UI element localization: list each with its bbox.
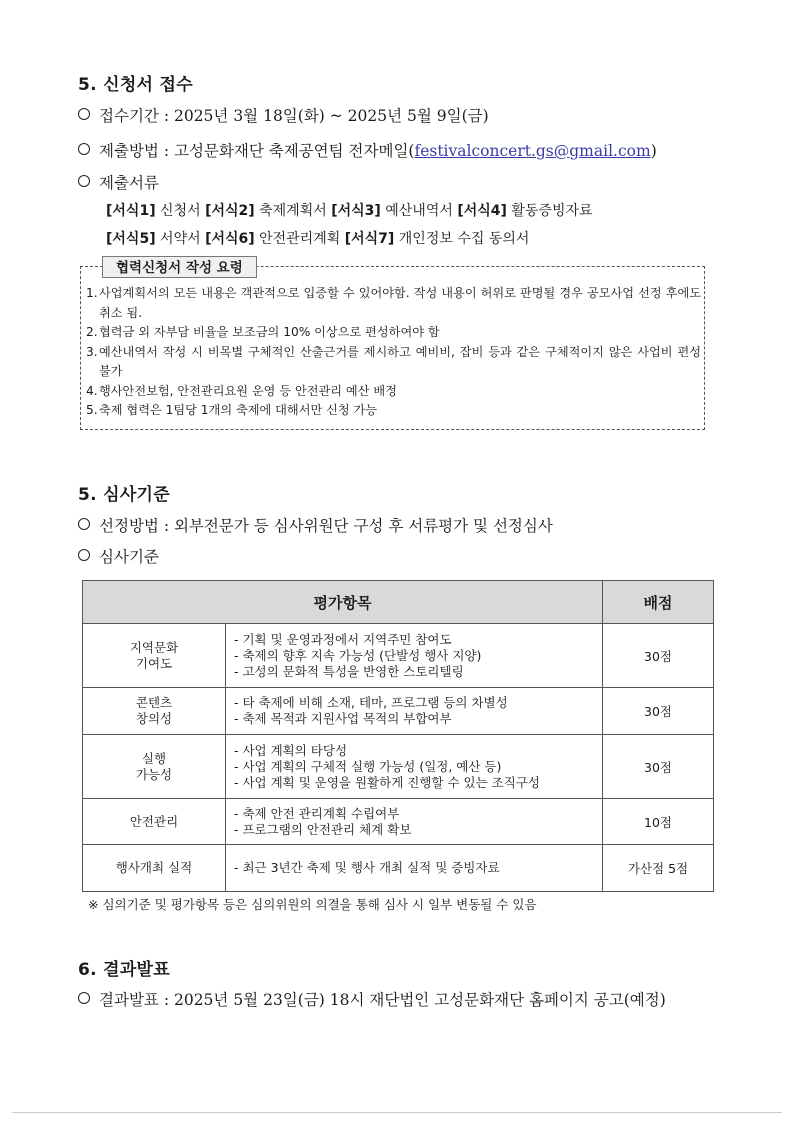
page-bottom-divider: [12, 1112, 782, 1113]
forms-line-1: [106, 200, 593, 220]
form-tag: [서식6]: [205, 231, 255, 247]
submission-documents: 제출서류: [78, 171, 159, 193]
circle-bullet-icon: [78, 143, 90, 155]
section-heading-review: 5. 심사기준: [78, 485, 170, 505]
circle-bullet-icon: [78, 108, 90, 120]
form-tag: [서식3]: [331, 203, 381, 219]
review-note: ※ 심의기준 및 평가항목 등은 심의위원의 의결을 통해 심사 시 일부 변동될 수 있음: [88, 897, 537, 912]
form-name: 안전관리계획: [259, 231, 341, 247]
table-row: [83, 845, 714, 892]
circle-bullet-icon: [78, 992, 90, 1004]
table-row: [83, 624, 714, 688]
form-name: 서약서: [160, 231, 201, 247]
table-header-row: [83, 581, 714, 624]
row-score: 가산점 5점: [603, 845, 714, 892]
email-link[interactable]: festivalconcert.gs@gmail.com: [414, 142, 651, 160]
list-item: 3. 예산내역서 작성 시 비목별 구체적인 산출근거를 제시하고 예비비, 잡비 등과 같은 구체적이지 않은 사업비 편성 불가: [86, 344, 701, 378]
form-name: 예산내역서: [385, 203, 453, 219]
section-heading-result: 6. 결과발표: [78, 960, 170, 980]
row-details: - 기획 및 운영과정에서 지역주민 참여도 - 축제의 향후 지속 가능성 (단발성 행사 지양) - 고성의 문화적 특성을 반영한 스토리텔링: [226, 624, 603, 688]
row-category: 콘텐츠 창의성: [83, 688, 226, 735]
row-details: - 사업 계획의 타당성 - 사업 계획의 구체적 실행 가능성 (일정, 예산 등) - 사업 계획 및 운영을 원활하게 진행할 수 있는 조직구성: [226, 735, 603, 799]
form-name: 축제계획서: [259, 203, 327, 219]
row-details: - 축제 안전 관리계획 수립여부 - 프로그램의 안전관리 체계 확보: [226, 799, 603, 845]
list-item: 4. 행사안전보험, 안전관리요원 운영 등 안전관리 예산 배정: [86, 383, 397, 398]
form-tag: [서식5]: [106, 231, 156, 247]
row-score: 10점: [603, 799, 714, 845]
form-tag: [서식2]: [205, 203, 255, 219]
application-period: 접수기간 : 2025년 3월 18일(화) ~ 2025년 5월 9일(금): [78, 104, 489, 126]
row-category: 안전관리: [83, 799, 226, 845]
circle-bullet-icon: [78, 518, 90, 530]
table-row: [83, 688, 714, 735]
guidelines-title: 협력신청서 작성 요령: [102, 256, 257, 278]
form-tag: [서식4]: [457, 203, 507, 219]
circle-bullet-icon: [78, 549, 90, 561]
form-name: 활동증빙자료: [511, 203, 593, 219]
row-score: 30점: [603, 688, 714, 735]
row-score: 30점: [603, 624, 714, 688]
circle-bullet-icon: [78, 175, 90, 187]
section-heading-application: 5. 신청서 접수: [78, 75, 193, 95]
table-row: [83, 735, 714, 799]
form-tag: [서식1]: [106, 203, 156, 219]
form-name: 신청서: [160, 203, 201, 219]
row-category: 행사개최 실적: [83, 845, 226, 892]
guidelines-list: [86, 284, 701, 421]
row-details: - 최근 3년간 축제 및 행사 개최 실적 및 증빙자료: [226, 845, 603, 892]
form-name: 개인정보 수집 동의서: [398, 231, 530, 247]
selection-method: 선정방법 : 외부전문가 등 심사위원단 구성 후 서류평가 및 선정심사: [78, 514, 553, 536]
row-details: - 타 축제에 비해 소재, 테마, 프로그램 등의 차별성 - 축제 목적과 지원사업 목적의 부합여부: [226, 688, 603, 735]
result-announcement: 결과발표 : 2025년 5월 23일(금) 18시 재단법인 고성문화재단 홈페이지 공고(예정): [78, 988, 666, 1010]
header-score: 배점: [603, 581, 714, 624]
list-item: 1. 사업계획서의 모든 내용은 객관적으로 입증할 수 있어야함. 작성 내용이 허위로 판명될 경우 공모사업 선정 후에도 취소 됨.: [86, 286, 701, 320]
evaluation-table: [82, 580, 714, 892]
row-category: 실행 가능성: [83, 735, 226, 799]
review-criteria-label: 심사기준: [78, 545, 159, 567]
list-item: 2. 협력금 외 자부담 비율을 보조금의 10% 이상으로 편성하여야 함: [86, 325, 440, 339]
submission-method: 제출방법 : 고성문화재단 축제공연팀 전자메일(festivalconcert.gs@gmail.com): [78, 139, 657, 161]
form-tag: [서식7]: [344, 231, 395, 247]
forms-line-2: [106, 228, 529, 248]
list-item: 5. 축제 협력은 1팀당 1개의 축제에 대해서만 신청 가능: [86, 403, 378, 417]
row-category: 지역문화 기여도: [83, 624, 226, 688]
table-row: [83, 799, 714, 845]
header-evaluation-item: 평가항목: [83, 581, 603, 624]
row-score: 30점: [603, 735, 714, 799]
